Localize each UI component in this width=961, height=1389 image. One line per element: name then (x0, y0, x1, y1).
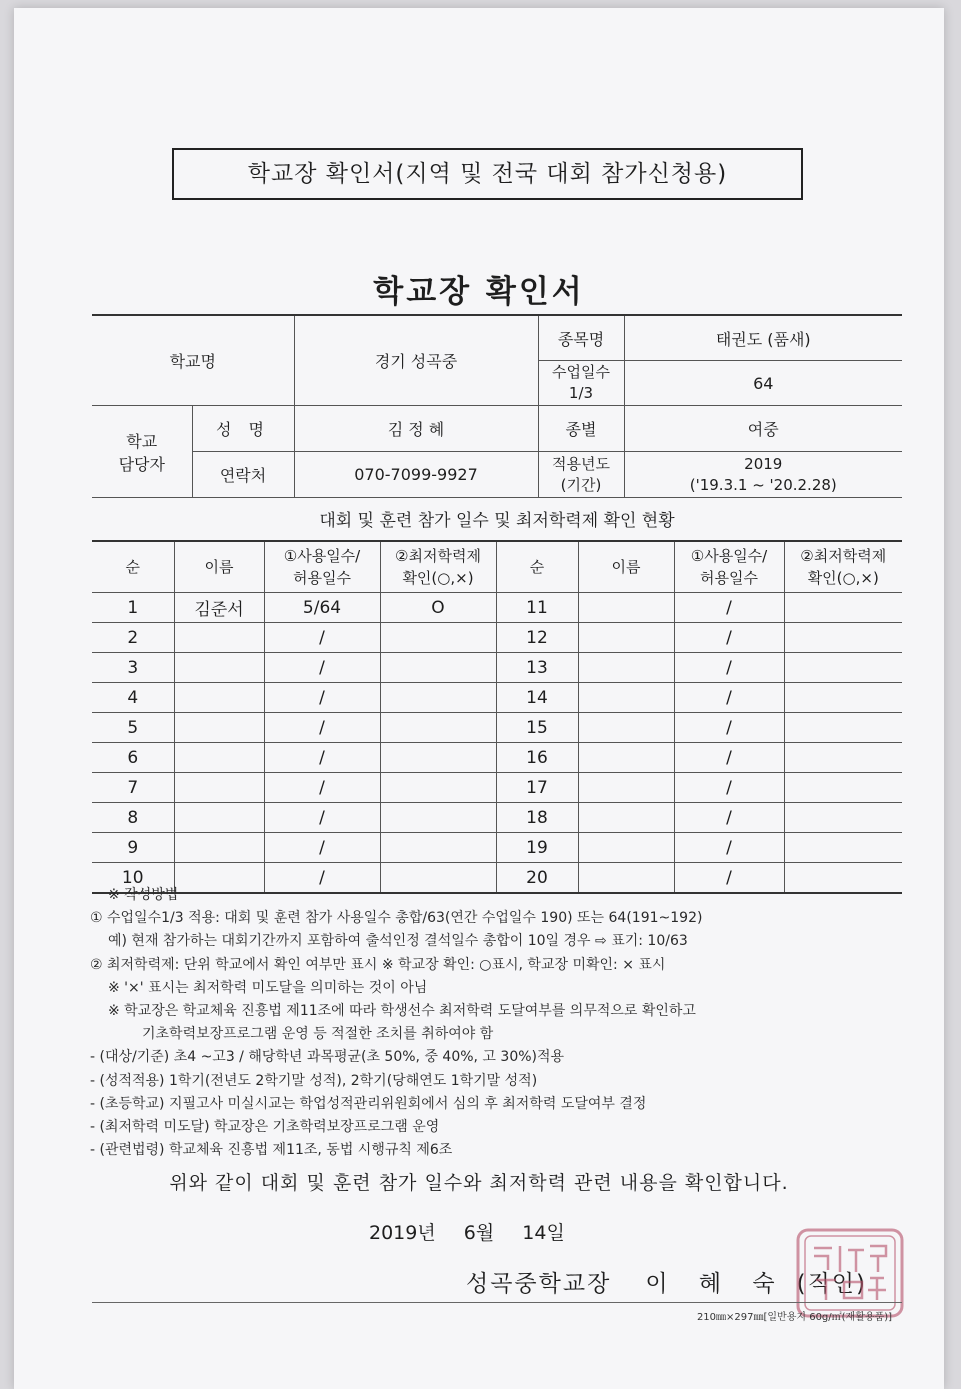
row-no: 2 (92, 623, 174, 653)
row-no: 12 (496, 623, 578, 653)
row-name (578, 653, 674, 683)
class-days-label-line1: 수업일수 (552, 363, 610, 381)
date-year: 2019년 (369, 1222, 436, 1244)
row-no: 19 (496, 833, 578, 863)
row-check (784, 833, 902, 863)
instruction-line: 기초학력보장프로그램 운영 등 적절한 조치를 취하여야 함 (142, 1026, 494, 1043)
class-days-label-line2: 1/3 (568, 384, 594, 402)
table-row (92, 653, 902, 683)
col-no-left: 순 (92, 541, 174, 593)
row-no: 5 (92, 713, 174, 743)
manager-name-label: 성 명 (192, 406, 294, 452)
row-name (174, 743, 264, 773)
date-month: 6월 (463, 1222, 495, 1244)
date-day: 14일 (522, 1222, 565, 1244)
participation-table (92, 540, 902, 894)
col-name-left: 이름 (174, 541, 264, 593)
apply-year-value (624, 452, 902, 498)
apply-year-value-line1: 2019 (744, 454, 783, 473)
instruction-line: ※ '×' 표시는 최저학력 미도달을 의미하는 것이 아님 (108, 979, 428, 996)
school-info-table (92, 314, 902, 498)
col-days-left-line2: 허용일수 (293, 569, 351, 587)
col-days-right-line2: 허용일수 (700, 569, 758, 587)
apply-year-label-line1: 적용년도 (552, 454, 610, 473)
row-no: 16 (496, 743, 578, 773)
row-days: / (264, 773, 380, 803)
row-name (174, 773, 264, 803)
row-no: 14 (496, 683, 578, 713)
instruction-line: - (성적적용) 1학기(전년도 2학기말 성적), 2학기(당해연도 1학기말 성적) (90, 1072, 538, 1089)
row-check (784, 743, 902, 773)
apply-year-label-line2: (기간) (560, 475, 602, 494)
instruction-line: - (대상/기준) 초4 ~고3 / 해당학년 과목평균(초 50%, 중 40%, 고 30%)적용 (90, 1049, 565, 1066)
row-days: / (674, 863, 784, 894)
row-no: 3 (92, 653, 174, 683)
document-page (14, 8, 944, 1389)
col-days-left (264, 541, 380, 593)
table-row (92, 713, 902, 743)
instruction-line: - (초등학교) 지필고사 미실시교는 학업성적관리위원회에서 심의 후 최저학력 도달여부 결정 (90, 1095, 647, 1112)
row-days: / (674, 743, 784, 773)
document-title: 학교장 확인서 (373, 274, 585, 310)
row-days: / (264, 803, 380, 833)
manager-label-line2: 담당자 (118, 454, 165, 474)
apply-year-label (538, 452, 624, 498)
col-no-right: 순 (496, 541, 578, 593)
paper-spec: 210㎜×297㎜[일반용지 60g/㎡(재활용품)] (696, 1312, 892, 1323)
row-check (784, 713, 902, 743)
header-box-title: 학교장 확인서(지역 및 전국 대회 참가신청용) (172, 148, 803, 200)
row-no: 1 (92, 593, 174, 623)
row-days: / (264, 743, 380, 773)
row-name (578, 803, 674, 833)
row-name (578, 713, 674, 743)
manager-label-line1: 학교 (126, 431, 158, 451)
row-name (578, 593, 674, 623)
row-no: 15 (496, 713, 578, 743)
row-check (380, 683, 496, 713)
row-check (380, 773, 496, 803)
row-name (174, 623, 264, 653)
row-check (784, 773, 902, 803)
section-title: 대회 및 훈련 참가 일수 및 최저학력제 확인 현황 (319, 511, 675, 531)
row-no: 6 (92, 743, 174, 773)
row-days: / (674, 713, 784, 743)
category-value: 여중 (624, 406, 902, 452)
event-value: 태권도 (품새) (624, 315, 902, 361)
row-days: / (264, 863, 380, 894)
row-check (784, 623, 902, 653)
row-check (380, 803, 496, 833)
table-row (92, 803, 902, 833)
row-check (380, 743, 496, 773)
row-name: 김준서 (174, 593, 264, 623)
row-no: 4 (92, 683, 174, 713)
col-days-right (674, 541, 784, 593)
row-days: / (264, 623, 380, 653)
col-days-left-line1: ①사용일수/ (283, 547, 361, 565)
manager-label (92, 406, 192, 498)
table-row (92, 683, 902, 713)
row-no: 9 (92, 833, 174, 863)
col-check-left-line2: 확인(○,×) (402, 569, 474, 587)
col-check-left (380, 541, 496, 593)
row-no: 11 (496, 593, 578, 623)
official-stamp-label: (직인) (796, 1271, 867, 1297)
instruction-line: ※ 작성방법 (108, 887, 179, 903)
row-days: / (264, 833, 380, 863)
row-check: O (380, 593, 496, 623)
row-days: / (674, 833, 784, 863)
confirmation-statement: 위와 같이 대회 및 훈련 참가 일수와 최저학력 관련 내용을 확인합니다. (169, 1172, 789, 1194)
row-days: / (264, 653, 380, 683)
col-check-right-line1: ②최저학력제 (800, 547, 887, 565)
instruction-line: ※ 학교장은 학교체육 진흥법 제11조에 따라 학생선수 최저학력 도달여부를 의무적으로 확인하고 (108, 1003, 696, 1020)
apply-year-value-line2: ('19.3.1 ~ '20.2.28) (689, 475, 837, 494)
table-row (92, 593, 902, 623)
table-header-row (92, 541, 902, 593)
row-no: 17 (496, 773, 578, 803)
row-check (784, 593, 902, 623)
row-days: / (264, 713, 380, 743)
col-check-right-line2: 확인(○,×) (807, 569, 879, 587)
row-check (380, 713, 496, 743)
row-name (174, 683, 264, 713)
row-name (578, 743, 674, 773)
class-days-value: 64 (624, 361, 902, 406)
row-no: 7 (92, 773, 174, 803)
row-name (578, 773, 674, 803)
instruction-line: 예) 현재 참가하는 대회기간까지 포함하여 출석인정 결석일수 총합이 10일 경우 ⇨ 표기: 10/63 (108, 933, 688, 950)
manager-name-value: 김 정 혜 (294, 406, 538, 452)
category-label: 종별 (538, 406, 624, 452)
row-no: 8 (92, 803, 174, 833)
class-days-label (538, 361, 624, 406)
event-label: 종목명 (538, 315, 624, 361)
col-check-left-line1: ②최저학력제 (395, 547, 481, 565)
principal-name: 이 혜 숙 (645, 1271, 787, 1297)
row-days: / (264, 683, 380, 713)
instruction-line: - (최저학력 미도달) 학교장은 기초학력보장프로그램 운영 (90, 1119, 440, 1136)
table-row (92, 743, 902, 773)
row-days: / (674, 773, 784, 803)
row-days: 5/64 (264, 593, 380, 623)
row-no: 10 (92, 863, 174, 894)
row-check (784, 653, 902, 683)
footer-divider (92, 1302, 902, 1303)
row-name (174, 713, 264, 743)
row-name (174, 833, 264, 863)
row-name (174, 803, 264, 833)
row-days: / (674, 683, 784, 713)
instruction-line: ① 수업일수1/3 적용: 대회 및 훈련 참가 사용일수 총합/63(연간 수업일수 190) 또는 64(191~192) (90, 910, 703, 927)
principal-title: 성곡중학교장 (466, 1271, 612, 1297)
table-row (92, 623, 902, 653)
row-no: 18 (496, 803, 578, 833)
row-check (380, 833, 496, 863)
issue-date (369, 1218, 565, 1245)
row-name (578, 683, 674, 713)
school-name-value: 경기 성곡중 (294, 315, 538, 406)
table-row (92, 773, 902, 803)
row-no: 13 (496, 653, 578, 683)
row-check (784, 803, 902, 833)
col-name-right: 이름 (578, 541, 674, 593)
row-check (784, 683, 902, 713)
writing-instructions (90, 884, 910, 1162)
row-name (578, 623, 674, 653)
row-days: / (674, 593, 784, 623)
col-check-right (784, 541, 902, 593)
school-name-label: 학교명 (92, 315, 294, 406)
table-row (92, 833, 902, 863)
row-check (380, 623, 496, 653)
row-name (578, 833, 674, 863)
instruction-line: - (관련법령) 학교체육 진흥법 제11조, 동법 시행규칙 제6조 (90, 1142, 453, 1159)
row-days: / (674, 653, 784, 683)
row-no: 20 (496, 863, 578, 894)
contact-value: 070-7099-9927 (294, 452, 538, 498)
row-check (380, 653, 496, 683)
contact-label: 연락처 (192, 452, 294, 498)
row-days: / (674, 623, 784, 653)
row-name (174, 653, 264, 683)
col-days-right-line1: ①사용일수/ (690, 547, 768, 565)
row-days: / (674, 803, 784, 833)
instruction-line: ② 최저학력제: 단위 학교에서 확인 여부만 표시 ※ 학교장 확인: ○표시, 학교장 미확인: × 표시 (90, 956, 666, 973)
